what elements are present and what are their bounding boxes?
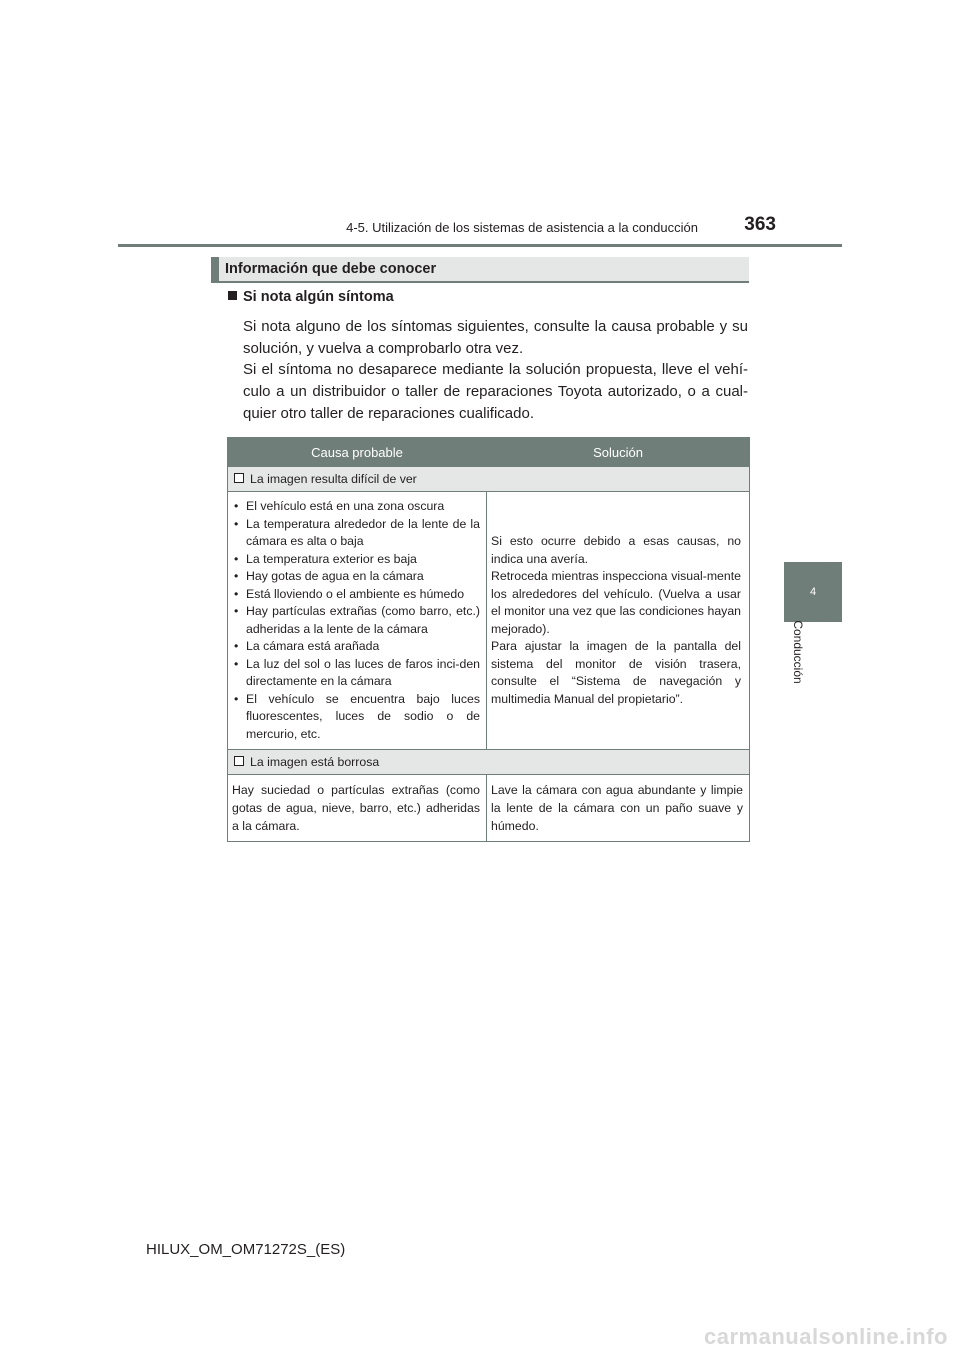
section-heading — [228, 289, 394, 305]
watermark: carmanualsonline.info — [704, 1324, 948, 1349]
page-number: 363 — [744, 214, 776, 235]
solution-line: Si esto ocurre debido a esas causas, no indica una avería. — [491, 534, 741, 566]
cause-list — [232, 498, 480, 743]
running-header-section: 4-5. Utilización de los sistemas de asistencia a la conducción — [346, 220, 698, 235]
list-item: • Hay partículas extrañas (como barro, etc.) adheridas a la lente de la cámara — [232, 603, 480, 638]
troubleshooting-table — [227, 437, 750, 842]
chapter-tab-label: Conducción — [791, 620, 805, 684]
list-item: • Está lloviendo o el ambiente es húmedo — [232, 586, 480, 604]
square-bullet-icon — [228, 291, 237, 300]
list-item: • El vehículo está en una zona oscura — [232, 498, 480, 516]
solution-cell: Lave la cámara con agua abundante y limpie la lente de la cámara con un paño suave y húmedo. — [487, 775, 750, 842]
list-item: • La cámara está arañada — [232, 638, 480, 656]
table-row — [228, 492, 750, 750]
group-title: La imagen resulta difícil de ver — [250, 472, 417, 486]
header-divider — [118, 244, 842, 247]
document-code: HILUX_OM_OM71272S_(ES) — [146, 1241, 346, 1258]
list-item: • La temperatura alrededor de la lente de la cámara es alta o baja — [232, 516, 480, 551]
checkbox-icon — [234, 473, 244, 483]
info-box-title: Información que debe conocer — [225, 261, 437, 277]
group-title: La imagen está borrosa — [250, 755, 380, 769]
column-header-solution: Solución — [487, 438, 750, 467]
group-title-cell — [228, 750, 750, 775]
list-item: • La temperatura exterior es baja — [232, 551, 480, 569]
cause-cell — [228, 492, 487, 750]
list-item: • El vehículo se encuentra bajo luces fluorescentes, luces de sodio o de mercurio, etc. — [232, 691, 480, 744]
intro-paragraph: Si nota alguno de los síntomas siguientes, consulte la causa probable y su solución, y vuelva a comprobarlo otra vez. — [243, 318, 748, 357]
info-box-header — [211, 257, 749, 283]
group-row — [228, 750, 750, 775]
list-item: • La luz del sol o las luces de faros inci-den directamente en la cámara — [232, 656, 480, 691]
table-header-row — [228, 438, 750, 467]
section-heading-text: Si nota algún síntoma — [243, 289, 394, 305]
checkbox-icon — [234, 756, 244, 766]
group-title-cell — [228, 467, 750, 492]
group-row — [228, 467, 750, 492]
cause-cell: Hay suciedad o partículas extrañas (como gotas de agua, nieve, barro, etc.) adheridas a la cámara. — [228, 775, 487, 842]
solution-cell — [487, 492, 750, 750]
chapter-tab-number: 4 — [809, 586, 817, 598]
column-header-cause: Causa probable — [228, 438, 487, 467]
solution-line: Retroceda mientras inspecciona visual-mente los alrededores del vehículo. (Vuelva a usar el monitor una vez que las condiciones hayan mejorado). — [491, 569, 741, 636]
solution-line: Para ajustar la imagen de la pantalla del sistema del monitor de visión trasera, consulte el “Sistema de navegación y multimedia Manual del propietario”. — [491, 639, 741, 706]
advice-paragraph: Si el síntoma no desaparece mediante la solución propuesta, lleve el vehí-culo a un distribuidor o taller de reparaciones Toyota autorizado, o a cual-quier otro taller de reparaciones cualificado. — [243, 361, 748, 422]
list-item: • Hay gotas de agua en la cámara — [232, 568, 480, 586]
info-box-accent-bar — [211, 257, 219, 283]
table-row — [228, 775, 750, 842]
